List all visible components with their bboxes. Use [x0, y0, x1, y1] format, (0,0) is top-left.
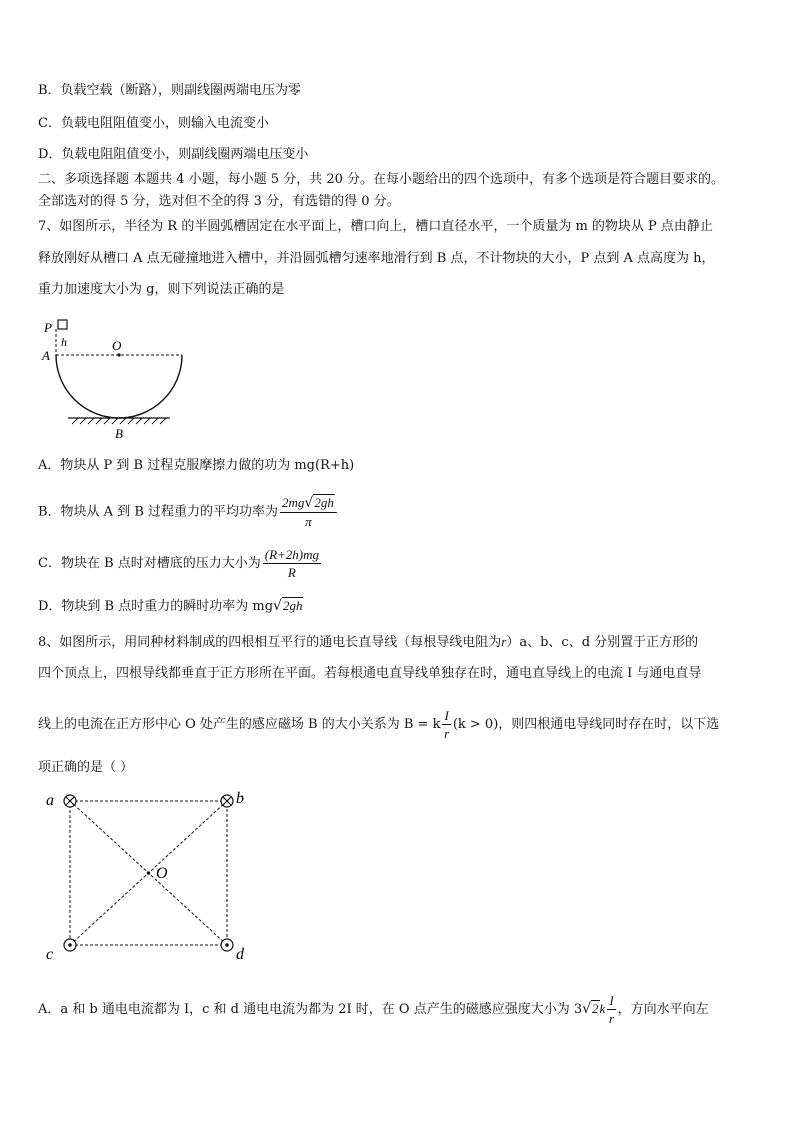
q8-line1-tail: ）a、b、c、d 分别置于正方形的	[506, 635, 699, 650]
ground-hatch	[72, 418, 166, 424]
q7-option-a: A．物块从 P 到 B 过程克服摩擦力做的功为 mg(R+h)	[38, 458, 355, 473]
q8-option-a-fraction	[607, 992, 615, 1027]
semicircle-arc	[56, 355, 182, 418]
q7-option-c	[38, 546, 323, 581]
q7-c-denominator: R	[287, 565, 296, 580]
q7-option-d: D．物块到 B 点时重力的瞬时功率为 mg√2gh	[38, 598, 303, 614]
q8-line3-fraction	[442, 707, 450, 742]
q8-option-a-k: k	[599, 1001, 606, 1016]
q8-frac-num: I	[444, 708, 449, 723]
q7-option-b-text: B．物块从 A 到 B 过程重力的平均功率为	[38, 504, 279, 520]
q8-square-figure	[40, 785, 260, 965]
label-wire-c: c	[46, 946, 54, 963]
label-wire-d: d	[236, 946, 244, 963]
q8-frac-den: r	[444, 726, 450, 741]
q7-c-numerator: (R+2h)mg	[264, 547, 320, 562]
label-p: P	[44, 320, 52, 335]
q8-option-a-post: ，方向水平向左	[617, 1002, 709, 1017]
q6-option-b: B．负载空载（断路），则副线圈两端电压为零	[38, 83, 302, 98]
label-h: h	[61, 335, 67, 349]
q7-stem-line2: 释放刚好从槽口 A 点无碰撞地进入槽中，并沿圆弧槽匀速率地滑行到 B 点，不计物块的大小，P 点到 A 点高度为 h，	[38, 251, 715, 266]
q8-line3-pre: 线上的电流在正方形中心 O 处产生的感应磁场 B 的大小关系为 B = k	[38, 717, 441, 732]
q7-stem-line3: 重力加速度大小为 g，则下列说法正确的是	[38, 282, 285, 297]
q7-option-b-fraction: $\frac{2mg√2gh}{\pi}$	[280, 494, 337, 530]
q6-option-d: D．负载电阻阻值变小，则副线圈两端电压变小	[38, 147, 309, 162]
q7-d-radicand: 2gh	[282, 598, 303, 613]
q8-stem-line4: 项正确的是（ ）	[38, 760, 134, 775]
wire-d-out-of-page-icon	[221, 939, 233, 951]
block-p-shape	[58, 320, 67, 329]
q8-line3-post: (k > 0)，则四根通电导线同时存在时，以下选	[452, 717, 720, 732]
q8-line1-r: r	[501, 634, 507, 649]
section-2-instructions: 全部选对的得 5 分，选对但不全的得 3 分，有选错的得 0 分。	[38, 194, 400, 209]
q7-option-b	[38, 494, 339, 530]
label-wire-a: a	[46, 792, 54, 809]
label-o: O	[112, 338, 122, 353]
q7-stem-line1: 7、如图所示，半径为 R 的半圆弧槽固定在水平面上，槽口向上，槽口直径水平，一个质量为 m 的物块从 P 点由静止	[38, 219, 713, 234]
label-wire-b: b	[236, 790, 244, 807]
label-o-center: O	[156, 865, 168, 882]
q8-stem-line1	[38, 634, 698, 651]
q7-b-num-radicand: 2gh	[314, 495, 334, 510]
q8-option-a-radicand: 2	[592, 1001, 599, 1016]
q7-b-num-coef: 2mg	[282, 495, 305, 510]
label-a: A	[42, 348, 50, 363]
q8-option-a-pre: A．a 和 b 通电电流都为 I，c 和 d 通电电流为都为 2I 时，在 O 点产生的磁感应强度大小为 3	[38, 1002, 583, 1017]
q8-option-a: A．a 和 b 通电电流都为 I，c 和 d 通电电流为都为 2I 时，在 O 点产生的磁感应强度大小为 3√2k $\frac{I}{r}$ ，方向水平向左	[38, 993, 709, 1026]
q7-b-denominator: π	[305, 514, 312, 529]
q7-semicircle-figure	[36, 312, 196, 444]
q7-option-d-text: D．物块到 B 点时重力的瞬时功率为 mg	[38, 599, 274, 614]
q8-option-a-den: r	[608, 1011, 615, 1026]
section-2-heading: 二、多项选择题 本题共 4 小题，每小题 5 分，共 20 分。在每小题给出的四个选项中，有多个选项是符合题目要求的。	[38, 172, 725, 187]
q8-line1-text: 8、如图所示，用同种材料制成的四根相互平行的通电长直导线（每根导线电阻为	[38, 635, 502, 650]
q8-stem-line2: 四个顶点上，四根导线都垂直于正方形所在平面。若每根通电直导线单独存在时，通电直导线上的电流 I 与通电直导	[38, 666, 702, 681]
label-b: B	[115, 426, 123, 441]
q6-option-c: C．负载电阻阻值变小，则输入电流变小	[38, 116, 269, 131]
q7-option-c-fraction	[263, 546, 321, 581]
q7-option-c-text: C．物块在 B 点时对槽底的压力大小为	[38, 556, 261, 571]
q8-stem-line3	[38, 707, 719, 742]
wire-a-into-page-icon	[64, 795, 76, 807]
q8-option-a-num: I	[609, 993, 614, 1008]
wire-c-out-of-page-icon	[64, 939, 76, 951]
wire-b-into-page-icon	[221, 795, 233, 807]
